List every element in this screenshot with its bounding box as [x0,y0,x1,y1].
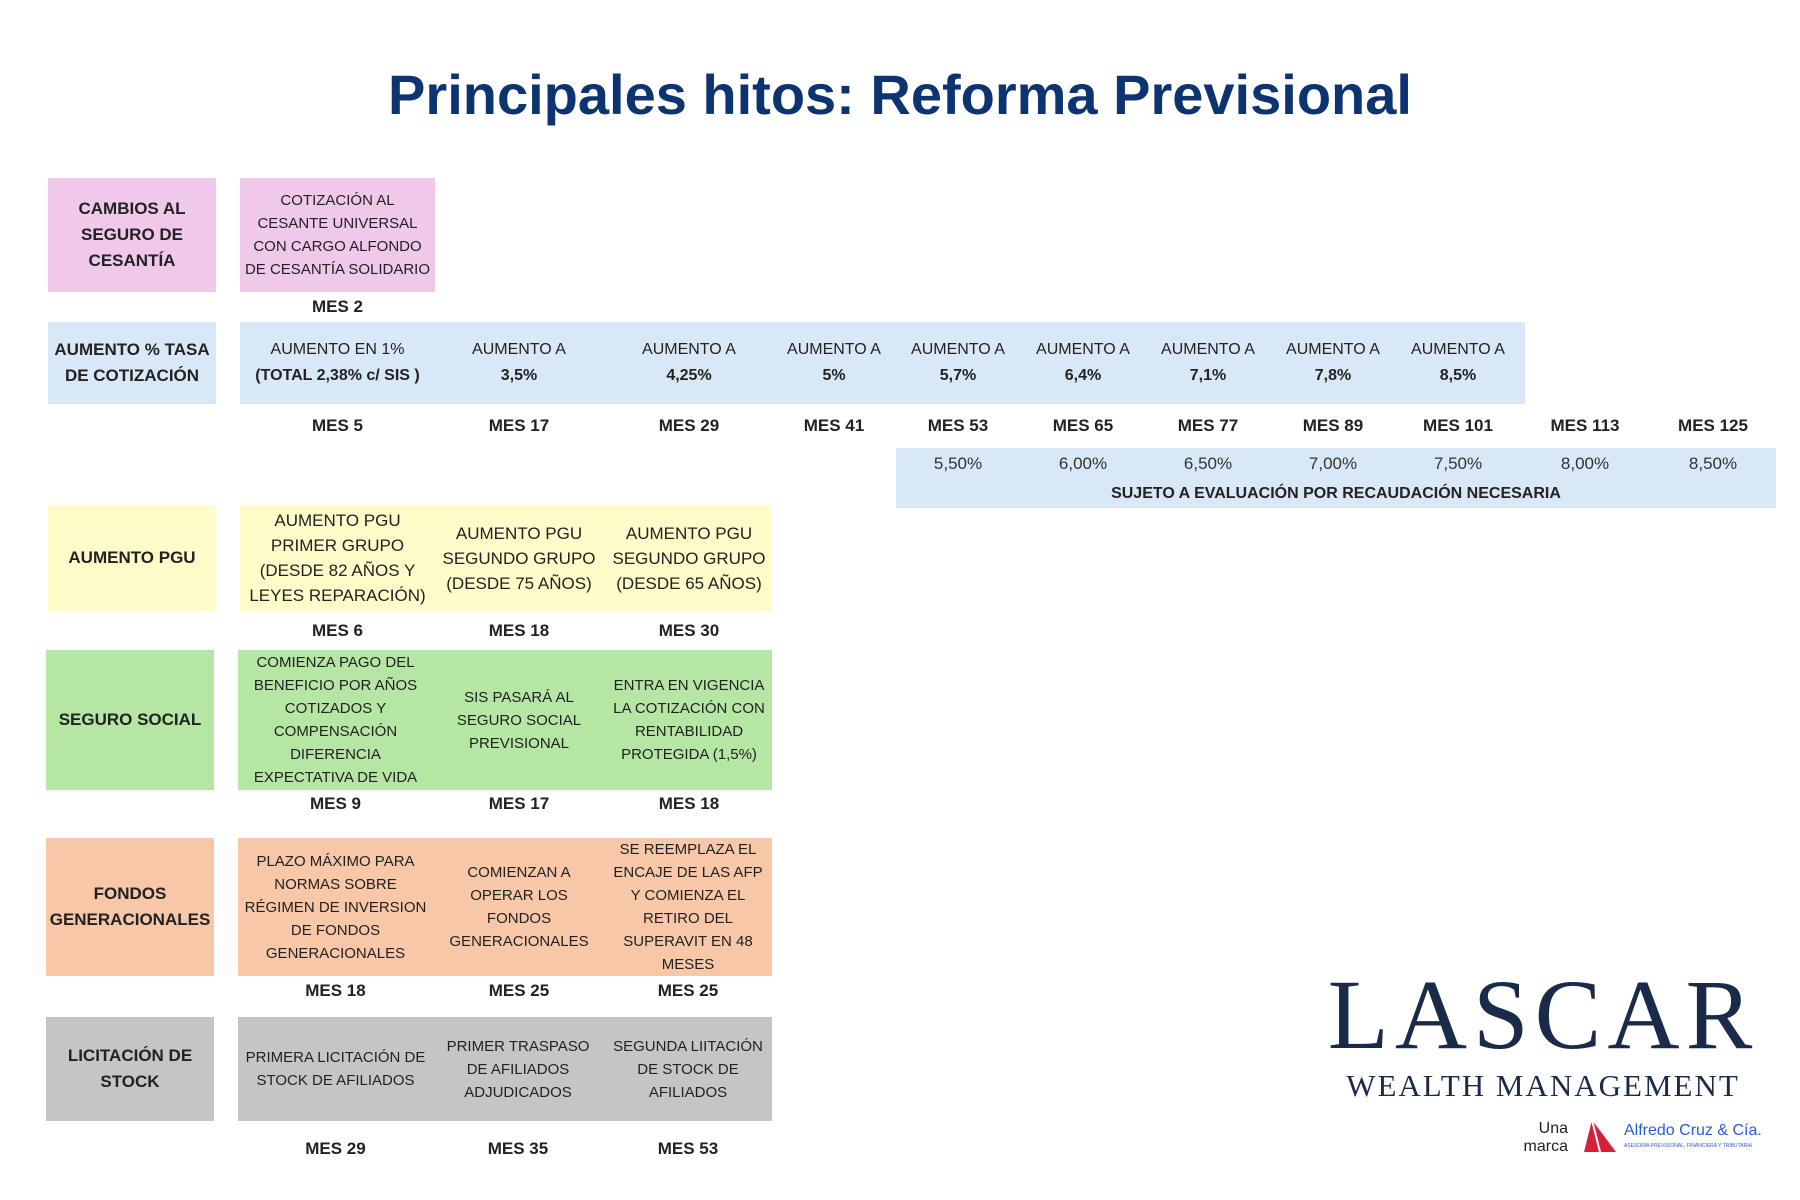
mes-label-tasa-7: MES 77 [1177,416,1239,435]
sujeto-pct-4: 7,00% [1308,454,1358,473]
mes-label-licitacion-2: MES 35 [487,1139,549,1158]
milestone-tasa-8-line2: 7,8% [1314,367,1352,384]
milestone-tasa-4-line2: 5% [822,367,846,384]
milestone-tasa-8 [1271,322,1395,404]
milestone-fondos-3: SE REEMPLAZA EL ENCAJE DE LAS AFP Y COMIENZA EL RETIRO DEL SUPERAVIT EN 48 MESES [613,841,763,973]
mes-label-cesantia-1: MES 2 [311,297,364,316]
milestone-tasa-4-line1: AUMENTO A [787,341,881,358]
alfredo-cruz-icon [1582,1118,1618,1154]
row-label-tasa: AUMENTO % TASA DE COTIZACIÓN [48,322,216,404]
milestone-tasa-5 [896,322,1020,404]
milestone-cesantia-1: COTIZACIÓN AL CESANTE UNIVERSAL CON CARGO ALFONDO DE CESANTÍA SOLIDARIO [240,178,435,292]
mes-label-licitacion-1: MES 29 [305,1139,366,1158]
milestone-social-2: SIS PASARÁ AL SEGURO SOCIAL PREVISIONAL [456,688,582,752]
milestone-pgu-2: AUMENTO PGU SEGUNDO GRUPO (DESDE 75 AÑOS) [442,523,596,593]
milestone-tasa-3 [606,322,772,404]
alfredo-cruz-subtitle: ASESORÍA PREVISIONAL, FINANCIERA Y TRIBUTARIA [1624,1143,1753,1149]
mes-label-fondos-1: MES 18 [305,981,366,1000]
mes-label-tasa-2: MES 17 [488,416,550,435]
milestone-pgu-3: AUMENTO PGU SEGUNDO GRUPO (DESDE 65 AÑOS) [612,523,766,593]
sujeto-pct-5: 7,50% [1433,454,1483,473]
mes-label-pgu-2: MES 18 [488,621,550,640]
mes-label-tasa-1: MES 5 [311,416,364,435]
mes-label-tasa-4: MES 41 [803,416,865,435]
milestone-tasa-1-line1: AUMENTO EN 1% [270,341,405,358]
milestone-tasa-9 [1396,322,1520,404]
mes-label-fondos-2: MES 25 [488,981,550,1000]
milestone-tasa-7-line1: AUMENTO A [1161,341,1255,358]
marca-text: marca [1523,1138,1568,1155]
una-text: Una [1538,1120,1568,1137]
milestone-tasa-6 [1021,322,1145,404]
milestone-tasa-2 [438,322,600,404]
milestone-social-3: ENTRA EN VIGENCIA LA COTIZACIÓN CON RENTABILIDAD PROTEGIDA (1,5%) [613,677,765,763]
row-label-pgu: AUMENTO PGU [48,505,216,611]
mes-label-licitacion-3: MES 53 [657,1139,719,1158]
mes-label-tasa-5: MES 53 [927,416,989,435]
sujeto-note: SUJETO A EVALUACIÓN POR RECAUDACIÓN NECESARIA [1111,485,1561,502]
lascar-tagline: WEALTH MANAGEMENT [1346,1068,1740,1103]
milestone-tasa-1 [240,322,435,404]
milestone-licitacion-1: PRIMERA LICITACIÓN DE STOCK DE AFILIADOS [245,1049,426,1089]
sujeto-pct-1: 5,50% [933,454,983,473]
lascar-wordmark: LASCAR [1327,959,1759,1070]
milestone-tasa-9-line1: AUMENTO A [1411,341,1505,358]
mes-label-tasa-8: MES 89 [1302,416,1364,435]
milestone-tasa-6-line2: 6,4% [1064,367,1102,384]
row-label-licitacion: LICITACIÓN DE STOCK [46,1017,214,1121]
milestone-tasa-2-line2: 3,5% [500,367,538,384]
mes-label-fondos-3: MES 25 [657,981,719,1000]
mes-label-tasa-extra-2: MES 125 [1678,416,1748,435]
milestone-fondos-1: PLAZO MÁXIMO PARA NORMAS SOBRE RÉGIMEN DE INVERSION DE FONDOS GENERACIONALES [244,852,427,962]
sujeto-pct-7: 8,50% [1688,454,1738,473]
mes-label-tasa-6: MES 65 [1052,416,1114,435]
page-title: Principales hitos: Reforma Previsional [388,63,1412,126]
sujeto-pct-3: 6,50% [1183,454,1233,473]
mes-label-tasa-9: MES 101 [1423,416,1493,435]
una-marca-text [1508,1120,1568,1156]
mes-label-pgu-1: MES 6 [311,621,364,640]
mes-label-social-3: MES 18 [658,794,720,813]
milestone-tasa-8-line1: AUMENTO A [1286,341,1380,358]
milestone-licitacion-3: SEGUNDA LIITACIÓN DE STOCK DE AFILIADOS [613,1037,763,1101]
mes-label-tasa-3: MES 29 [658,416,720,435]
milestone-tasa-1-line2: (TOTAL 2,38% c/ SIS ) [255,367,420,384]
milestone-tasa-7-line2: 7,1% [1189,367,1227,384]
milestone-tasa-2-line1: AUMENTO A [472,341,566,358]
milestone-tasa-6-line1: AUMENTO A [1036,341,1130,358]
milestone-pgu-1: AUMENTO PGU PRIMER GRUPO (DESDE 82 AÑOS Y LEYES REPARACIÓN) [249,511,426,605]
milestone-tasa-3-line1: AUMENTO A [642,341,736,358]
milestone-tasa-3-line2: 4,25% [666,367,712,384]
alfredo-cruz-name: Alfredo Cruz & Cía. [1624,1122,1762,1139]
row-label-social: SEGURO SOCIAL [46,650,214,790]
mes-label-social-1: MES 9 [309,794,362,813]
mes-label-pgu-3: MES 30 [658,621,720,640]
row-label-cesantia: CAMBIOS AL SEGURO DE CESANTÍA [48,178,216,292]
milestone-social-1: COMIENZA PAGO DEL BENEFICIO POR AÑOS COTIZADOS Y COMPENSACIÓN DIFERENCIA EXPECTATIVA DE VIDA [253,654,418,786]
milestone-licitacion-2: PRIMER TRASPASO DE AFILIADOS ADJUDICADOS [446,1037,590,1101]
milestone-tasa-9-line2: 8,5% [1439,367,1477,384]
milestone-tasa-5-line1: AUMENTO A [911,341,1005,358]
sujeto-pct-6: 8,00% [1560,454,1610,473]
milestone-tasa-7 [1146,322,1270,404]
milestone-tasa-5-line2: 5,7% [939,367,977,384]
milestone-tasa-4 [772,322,896,404]
milestone-fondos-2: COMIENZAN A OPERAR LOS FONDOS GENERACIONALES [449,864,589,950]
sujeto-pct-2: 6,00% [1058,454,1108,473]
mes-label-social-2: MES 17 [488,794,550,813]
row-label-fondos: FONDOS GENERACIONALES [46,838,214,976]
mes-label-tasa-extra-1: MES 113 [1550,416,1620,435]
